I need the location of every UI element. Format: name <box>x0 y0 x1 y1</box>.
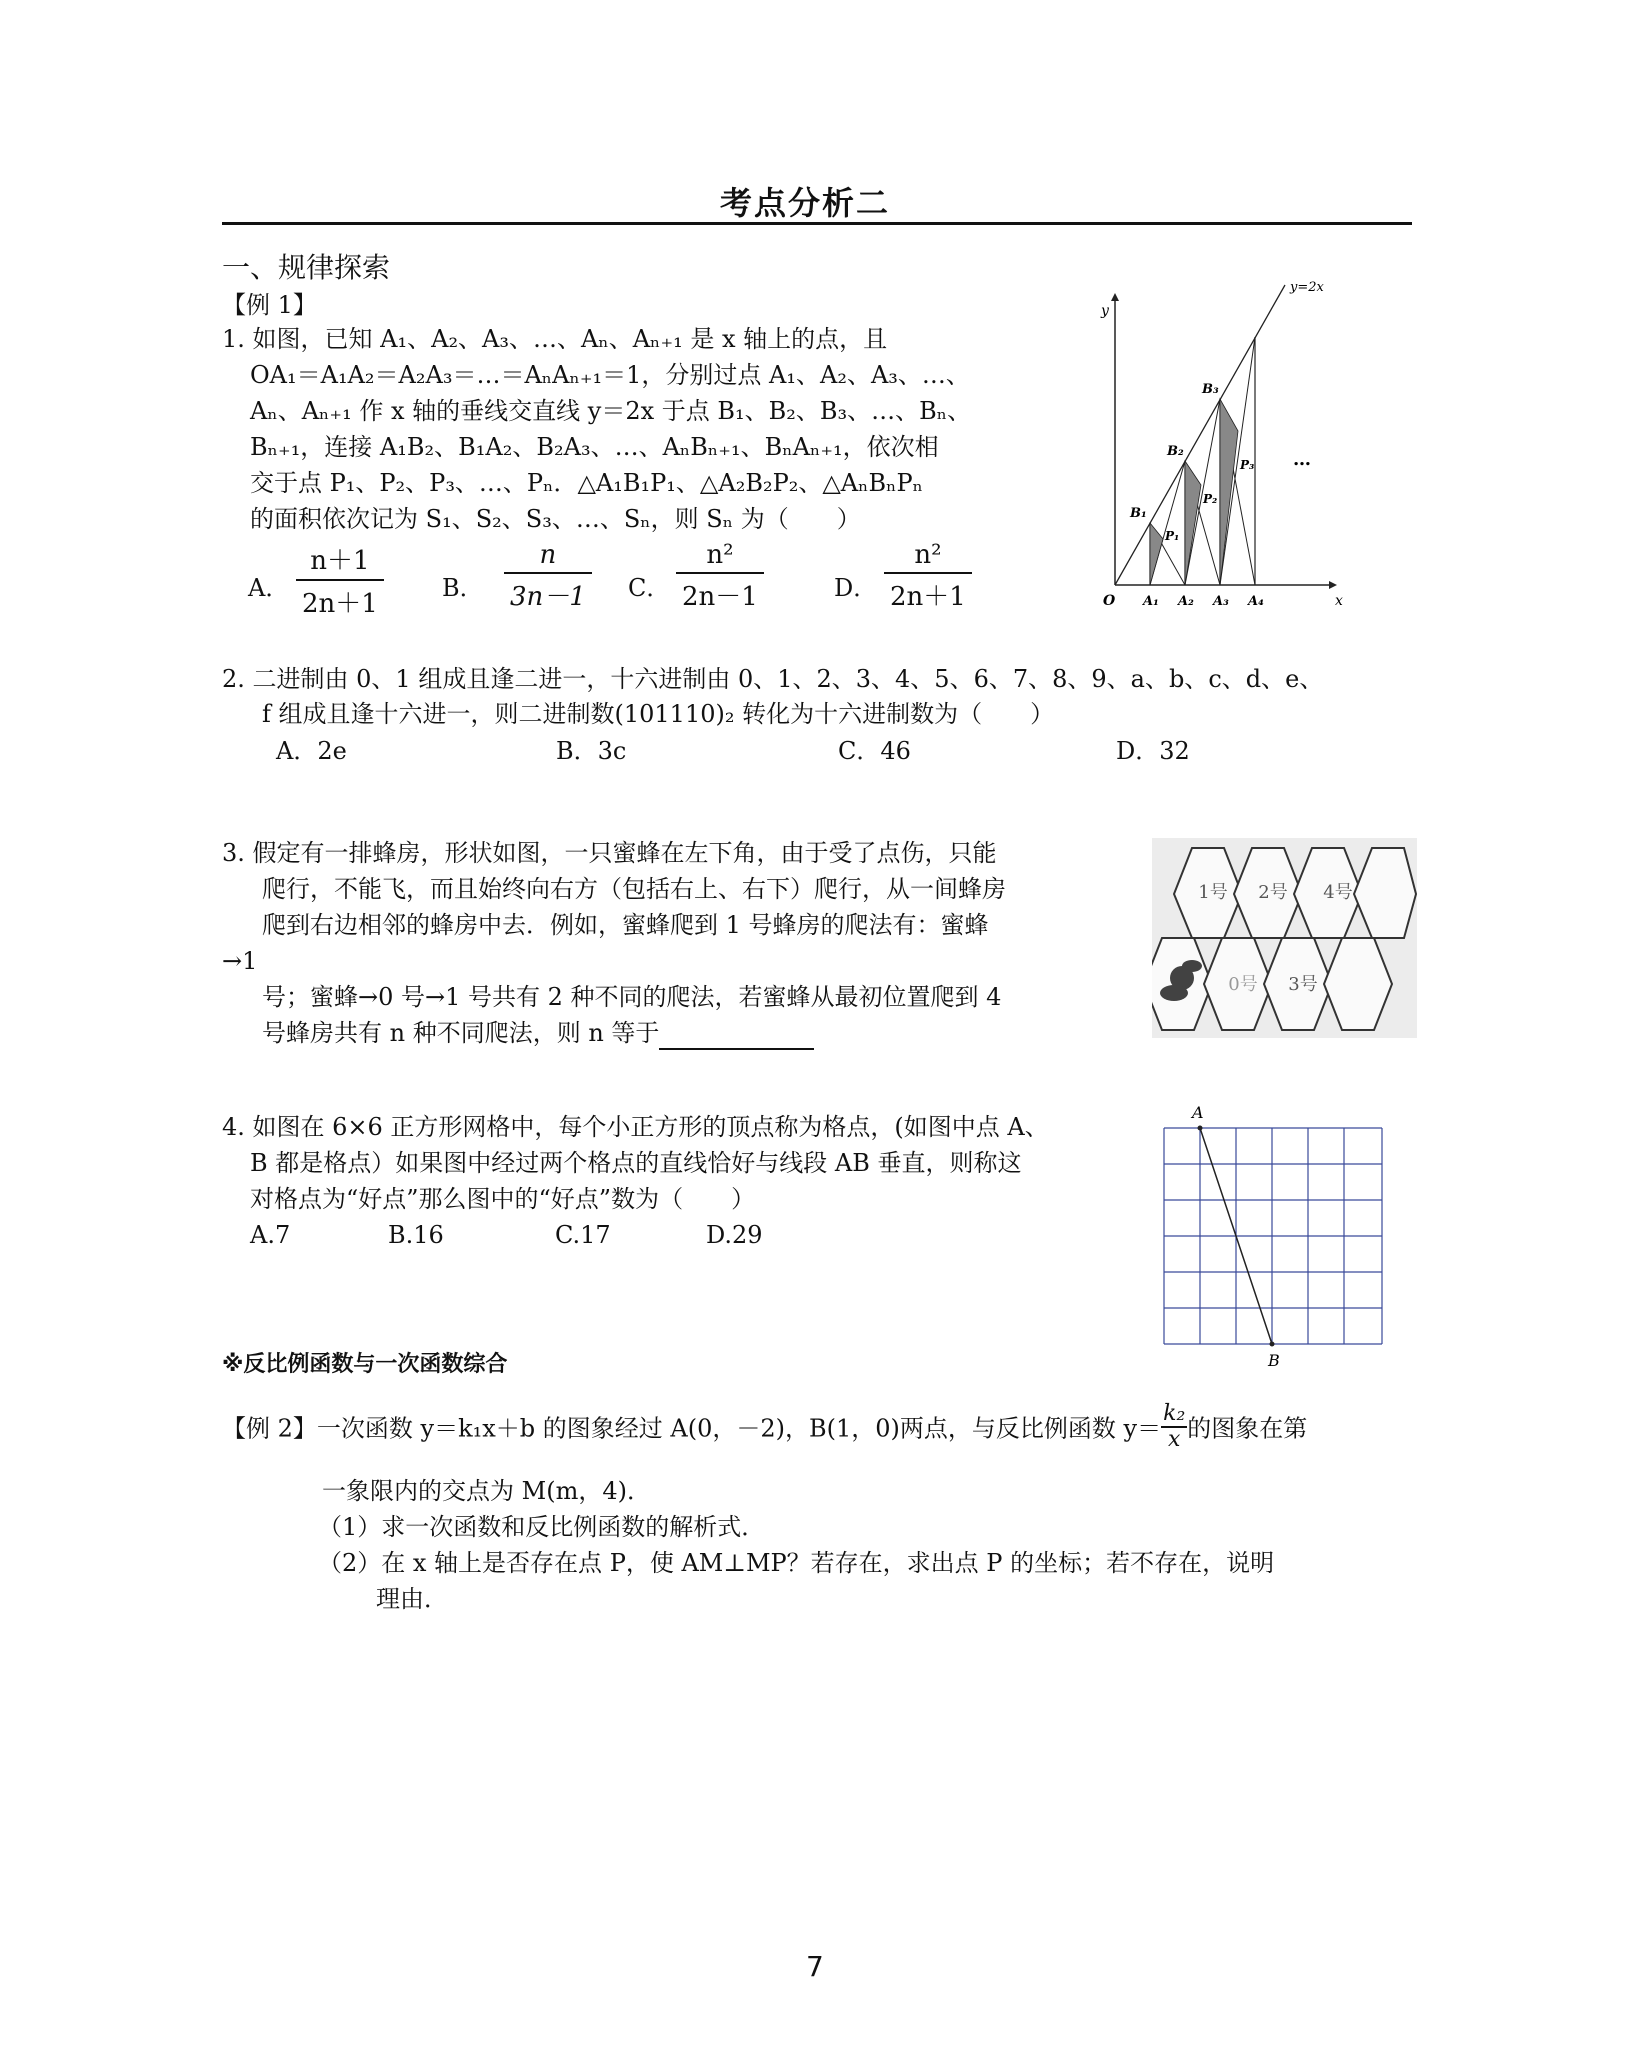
cell-3-label: 3号 <box>1288 974 1318 995</box>
q4-line-3: 对格点为“好点”那么图中的“好点”数为（ ） <box>250 1185 756 1213</box>
option-b-label: B． <box>442 574 484 602</box>
q3-line-1: 3. 假定有一排蜂房，形状如图，一只蜜蜂在左下角，由于受了点伤，只能 <box>222 839 997 867</box>
ex1-line-3: Aₙ、Aₙ₊₁ 作 x 轴的垂线交直线 y＝2x 于点 B₁、B₂、B₃、…、Bₙ、 <box>250 397 972 425</box>
cell-2-label: 2号 <box>1258 882 1288 903</box>
option-b-numerator: n <box>539 540 557 570</box>
option-c-numerator: n² <box>706 540 734 570</box>
point-b-label: B <box>1268 1351 1280 1370</box>
option-c-label: C． <box>628 574 671 602</box>
option-d-fraction <box>884 540 972 613</box>
q2-option-a: A．2e <box>276 737 347 765</box>
origin-label: O <box>1103 593 1116 609</box>
ex1-line-1: 1. 如图，已知 A₁、A₂、A₃、…、Aₙ、Aₙ₊₁ 是 x 轴上的点，且 <box>222 325 888 353</box>
figure-line-triangles <box>1085 275 1360 620</box>
ex1-line-2: OA₁＝A₁A₂＝A₂A₃＝…＝AₙAₙ₊₁＝1，分别过点 A₁、A₂、A₃、…、 <box>250 361 970 389</box>
p2-label: P₂ <box>1203 492 1218 506</box>
ex1-line-6: 的面积依次记为 S₁、S₂、S₃、…、Sₙ，则 Sₙ 为（ ） <box>250 505 861 533</box>
option-a-numerator: n＋1 <box>310 546 370 576</box>
q3-line-6 <box>262 1016 814 1050</box>
option-d-label: D． <box>834 574 878 602</box>
q3-line-2: 爬行，不能飞，而且始终向右方（包括右上、右下）爬行，从一间蜂房 <box>262 875 1006 903</box>
ex2-line-1b: 的图象在第 <box>1187 1414 1308 1443</box>
ex2-line-5: 理由． <box>376 1585 448 1613</box>
figure-grid <box>1160 1098 1390 1380</box>
ex2-line-4: （2）在 x 轴上是否存在点 P，使 AM⊥MP？若存在，求出点 P 的坐标；若不存在，说明 <box>318 1549 1275 1577</box>
answer-blank <box>659 1024 814 1050</box>
b3-label: B₃ <box>1202 382 1219 397</box>
ex2-line-1a: 一次函数 y＝k₁x＋b 的图象经过 A(0，－2)，B(1，0)两点，与反比例函数 y＝ <box>316 1414 1162 1443</box>
q2-line-2: f 组成且逢十六进一，则二进制数(101110)₂ 转化为十六进制数为（ ） <box>262 700 1055 728</box>
a2-label: A₂ <box>1178 594 1194 609</box>
a1-label: A₁ <box>1143 594 1159 609</box>
option-a-fraction <box>296 540 384 620</box>
b2-label: B₂ <box>1167 444 1184 459</box>
line-label: y=2x <box>1290 280 1324 295</box>
header-rule <box>222 222 1412 225</box>
section-title: 一、规律探索 <box>222 251 391 284</box>
q4-line-1: 4. 如图在 6×6 正方形网格中，每个小正方形的顶点称为格点，(如图中点 A、 <box>222 1113 1049 1141</box>
option-d-denominator: 2n＋1 <box>890 582 966 612</box>
q4-option-b: B.16 <box>388 1221 444 1249</box>
ex1-line-4: Bₙ₊₁，连接 A₁B₂、B₁A₂、B₂A₃、…、AₙBₙ₊₁、BₙAₙ₊₁，依次相 <box>250 433 939 461</box>
continuation-dots: … <box>1293 449 1311 470</box>
q3-line-3: 爬到右边相邻的蜂房中去．例如，蜜蜂爬到 1 号蜂房的爬法有：蜜蜂 <box>262 911 989 939</box>
section-2-title: ※反比例函数与一次函数综合 <box>222 1352 508 1377</box>
ex2-fraction-num: k₂ <box>1163 1401 1186 1426</box>
q2-option-c: C．46 <box>838 737 911 765</box>
cell-0-label: 0号 <box>1228 974 1258 995</box>
ex2-fraction-den: x <box>1167 1427 1181 1452</box>
ex2-line-2: 一象限内的交点为 M(m，4)． <box>322 1477 651 1505</box>
p3-label: P₃ <box>1240 458 1255 472</box>
option-b-fraction <box>504 540 592 613</box>
point-a-label: A <box>1192 1103 1204 1122</box>
x-axis-label: x <box>1335 593 1343 609</box>
q2-line-1: 2. 二进制由 0、1 组成且逢二进一，十六进制由 0、1、2、3、4、5、6、7、8、9、a、b、c、d、e、 <box>222 665 1324 693</box>
option-b-denominator: 3n－1 <box>510 582 586 612</box>
ex2-line-1 <box>222 1401 1308 1452</box>
example-2-tag: 【例 2】 <box>222 1414 317 1443</box>
ex1-line-5: 交于点 P₁、P₂、P₃、…、Pₙ．△A₁B₁P₁、△A₂B₂P₂、△AₙBₙPₙ <box>250 469 924 497</box>
cell-1-label: 1号 <box>1198 882 1228 903</box>
y-axis-label: y <box>1101 303 1109 319</box>
ex2-fraction <box>1161 1402 1187 1452</box>
figure-honeycomb <box>1152 838 1417 1038</box>
q3-line-6-text: 号蜂房共有 n 种不同爬法，则 n 等于 <box>262 1019 660 1047</box>
option-c-denominator: 2n－1 <box>682 582 758 612</box>
ex2-line-3: （1）求一次函数和反比例函数的解析式． <box>318 1513 766 1541</box>
example-1-tag: 【例 1】 <box>222 291 317 319</box>
q3-line-4: →1 <box>222 947 258 975</box>
cell-4-label: 4号 <box>1323 882 1353 903</box>
q4-option-c: C.17 <box>555 1221 611 1249</box>
q4-line-2: B 都是格点）如果图中经过两个格点的直线恰好与线段 AB 垂直，则称这 <box>250 1149 1022 1177</box>
b1-label: B₁ <box>1130 506 1147 521</box>
option-a-label: A． <box>248 574 290 602</box>
q2-option-d: D．32 <box>1116 737 1190 765</box>
q2-option-b: B．3c <box>556 737 627 765</box>
page-number: 7 <box>806 1950 824 1983</box>
option-a-denominator: 2n＋1 <box>302 589 378 619</box>
option-d-numerator: n² <box>914 540 942 570</box>
a4-label: A₄ <box>1248 594 1264 609</box>
option-c-fraction <box>676 540 764 613</box>
page-title: 考点分析二 <box>720 184 891 222</box>
q4-option-d: D.29 <box>706 1221 763 1249</box>
p1-label: P₁ <box>1165 529 1180 543</box>
q3-line-5: 号；蜜蜂→0 号→1 号共有 2 种不同的爬法，若蜜蜂从最初位置爬到 4 <box>262 983 1002 1011</box>
q4-option-a: A.7 <box>250 1221 291 1249</box>
a3-label: A₃ <box>1213 594 1229 609</box>
